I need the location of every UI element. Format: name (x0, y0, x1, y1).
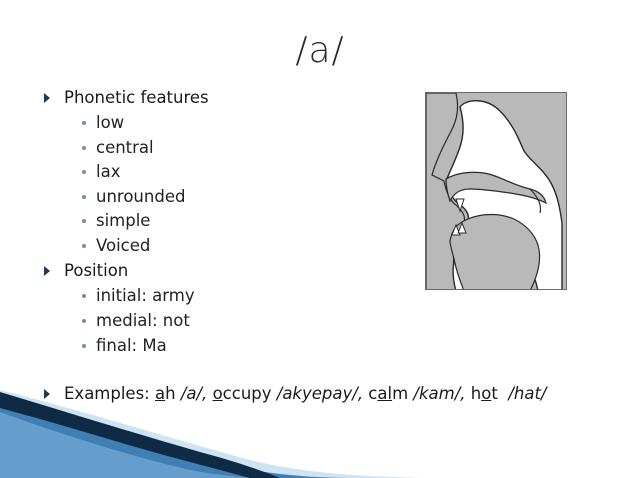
list-item-label: simple (96, 211, 151, 230)
list-item-label: initial: army (96, 286, 195, 305)
list-item (82, 286, 195, 305)
vocal-tract-diagram (425, 92, 567, 290)
dot-bullet-icon (82, 219, 86, 223)
list-item (82, 113, 124, 132)
list-item (82, 211, 150, 230)
dot-bullet-icon (82, 146, 86, 150)
list-item-label: Voiced (96, 236, 151, 255)
triangle-bullet-icon (44, 93, 50, 103)
list-item-label: central (96, 138, 154, 157)
bullet-heading: Position (64, 261, 129, 280)
decorative-swoosh (0, 390, 420, 478)
list-item (82, 336, 167, 355)
bullet-phonetic-features (44, 88, 209, 107)
example-word: occupy /akyepay/, (212, 384, 364, 403)
dot-bullet-icon (82, 195, 86, 199)
slide-title: /a/ (295, 30, 345, 71)
triangle-bullet-icon (44, 266, 50, 276)
vocal-tract-icon (426, 93, 567, 290)
list-item (82, 236, 150, 255)
example-word: calm /kam/, (363, 384, 466, 403)
list-item-label: unrounded (96, 187, 186, 206)
bullet-position (44, 261, 128, 280)
dot-bullet-icon (82, 319, 86, 323)
list-item-label: final: Ma (96, 336, 167, 355)
bullet-heading: Phonetic features (64, 88, 209, 107)
list-item (82, 162, 120, 181)
list-item (82, 138, 154, 157)
dot-bullet-icon (82, 244, 86, 248)
dot-bullet-icon (82, 344, 86, 348)
list-item (82, 187, 185, 206)
example-word: ah /a/, (155, 384, 208, 403)
dot-bullet-icon (82, 294, 86, 298)
list-item (82, 311, 190, 330)
list-item-label: low (96, 113, 125, 132)
dot-bullet-icon (82, 121, 86, 125)
examples-label: Examples: (64, 384, 150, 403)
example-word: hot /hat/ (465, 384, 547, 403)
list-item-label: medial: not (96, 311, 190, 330)
dot-bullet-icon (82, 170, 86, 174)
list-item-label: lax (96, 162, 121, 181)
